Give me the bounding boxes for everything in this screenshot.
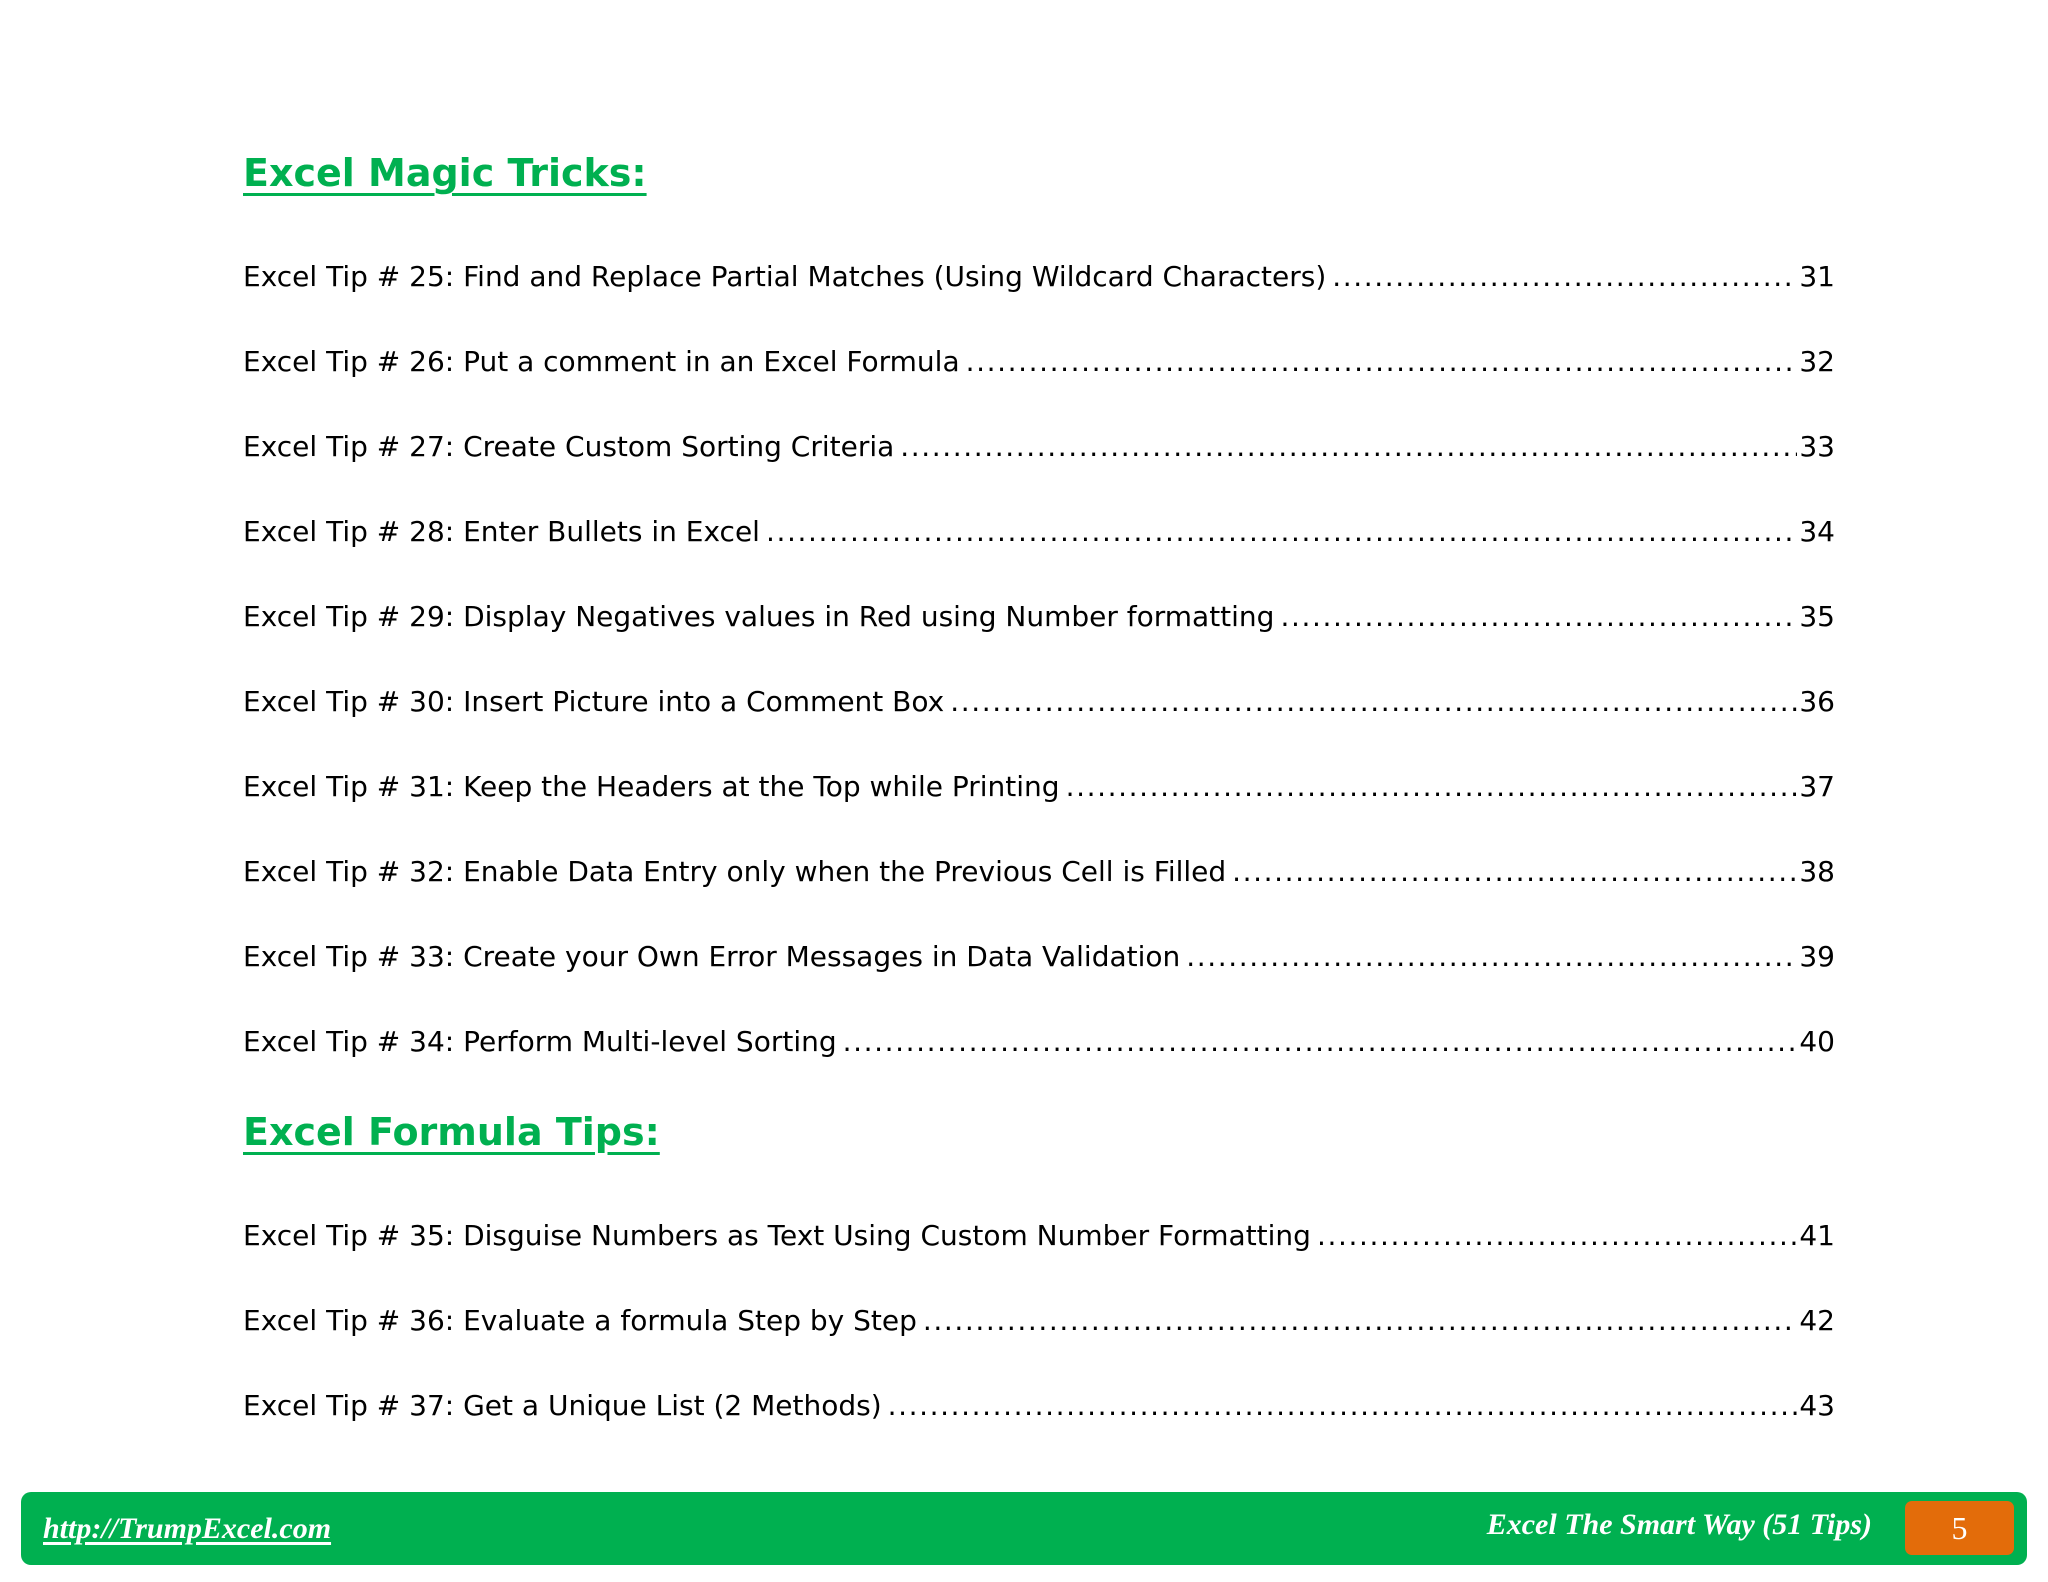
toc-entry-title: Excel Tip # 26: Put a comment in an Excel Formula bbox=[243, 345, 960, 378]
toc-entry-page-number: 41 bbox=[1799, 1219, 1835, 1252]
toc-entry-tip-36[interactable] bbox=[243, 1303, 1835, 1339]
dot-leader bbox=[1332, 259, 1797, 295]
dot-leader bbox=[950, 684, 1797, 720]
toc-entry-title: Excel Tip # 34: Perform Multi-level Sorting bbox=[243, 1025, 837, 1058]
dot-leader bbox=[1066, 769, 1798, 805]
toc-entry-title: Excel Tip # 30: Insert Picture into a Comment Box bbox=[243, 685, 945, 718]
dot-leader bbox=[1232, 854, 1797, 890]
toc-entry-tip-37[interactable] bbox=[243, 1388, 1835, 1424]
website-link[interactable]: http://TrumpExcel.com bbox=[43, 1512, 332, 1545]
section-heading-magic-tricks: Excel Magic Tricks: bbox=[243, 151, 647, 195]
dot-leader bbox=[766, 514, 1797, 550]
toc-entry-title: Excel Tip # 29: Display Negatives values in Red using Number formatting bbox=[243, 600, 1275, 633]
toc-entry-page-number: 32 bbox=[1799, 345, 1835, 378]
toc-entry-page-number: 35 bbox=[1799, 600, 1835, 633]
toc-entry-tip-29[interactable] bbox=[243, 599, 1835, 635]
toc-entry-title: Excel Tip # 33: Create your Own Error Messages in Data Validation bbox=[243, 940, 1181, 973]
toc-entry-tip-34[interactable] bbox=[243, 1024, 1835, 1060]
toc-entry-title: Excel Tip # 27: Create Custom Sorting Criteria bbox=[243, 430, 895, 463]
toc-entry-tip-26[interactable] bbox=[243, 344, 1835, 380]
dot-leader bbox=[1280, 599, 1797, 635]
dot-leader bbox=[923, 1303, 1797, 1339]
toc-entry-tip-28[interactable] bbox=[243, 514, 1835, 550]
toc-entry-title: Excel Tip # 25: Find and Replace Partial Matches (Using Wildcard Characters) bbox=[243, 260, 1327, 293]
toc-entry-tip-31[interactable] bbox=[243, 769, 1835, 805]
toc-entry-tip-25[interactable] bbox=[243, 259, 1835, 295]
toc-entry-page-number: 43 bbox=[1799, 1389, 1835, 1422]
page-number: 5 bbox=[1951, 1509, 1968, 1546]
dot-leader bbox=[966, 344, 1798, 380]
toc-entry-page-number: 39 bbox=[1799, 940, 1835, 973]
toc-entry-title: Excel Tip # 31: Keep the Headers at the Top while Printing bbox=[243, 770, 1060, 803]
toc-entry-title: Excel Tip # 37: Get a Unique List (2 Methods) bbox=[243, 1389, 882, 1422]
toc-entry-page-number: 36 bbox=[1799, 685, 1835, 718]
toc-entry-tip-30[interactable] bbox=[243, 684, 1835, 720]
toc-entry-title: Excel Tip # 32: Enable Data Entry only when the Previous Cell is Filled bbox=[243, 855, 1227, 888]
page-number-badge bbox=[1905, 1501, 2014, 1555]
dot-leader bbox=[900, 429, 1797, 465]
dot-leader bbox=[1186, 939, 1797, 975]
toc-entry-page-number: 34 bbox=[1799, 515, 1835, 548]
dot-leader bbox=[843, 1024, 1798, 1060]
footer-bar bbox=[21, 1492, 2027, 1565]
toc-entry-title: Excel Tip # 28: Enter Bullets in Excel bbox=[243, 515, 760, 548]
section-heading-formula-tips: Excel Formula Tips: bbox=[243, 1110, 660, 1154]
book-title: Excel The Smart Way (51 Tips) bbox=[1486, 1508, 1872, 1541]
toc-entry-title: Excel Tip # 36: Evaluate a formula Step by Step bbox=[243, 1304, 917, 1337]
toc-entry-page-number: 38 bbox=[1799, 855, 1835, 888]
toc-entry-page-number: 33 bbox=[1799, 430, 1835, 463]
toc-entry-page-number: 31 bbox=[1799, 260, 1835, 293]
toc-entry-tip-27[interactable] bbox=[243, 429, 1835, 465]
toc-entry-page-number: 37 bbox=[1799, 770, 1835, 803]
dot-leader bbox=[1317, 1218, 1797, 1254]
toc-entry-page-number: 42 bbox=[1799, 1304, 1835, 1337]
toc-entry-tip-35[interactable] bbox=[243, 1218, 1835, 1254]
toc-entry-tip-33[interactable] bbox=[243, 939, 1835, 975]
toc-entry-title: Excel Tip # 35: Disguise Numbers as Text Using Custom Number Formatting bbox=[243, 1219, 1311, 1252]
toc-entry-page-number: 40 bbox=[1799, 1025, 1835, 1058]
dot-leader bbox=[888, 1388, 1798, 1424]
toc-entry-tip-32[interactable] bbox=[243, 854, 1835, 890]
